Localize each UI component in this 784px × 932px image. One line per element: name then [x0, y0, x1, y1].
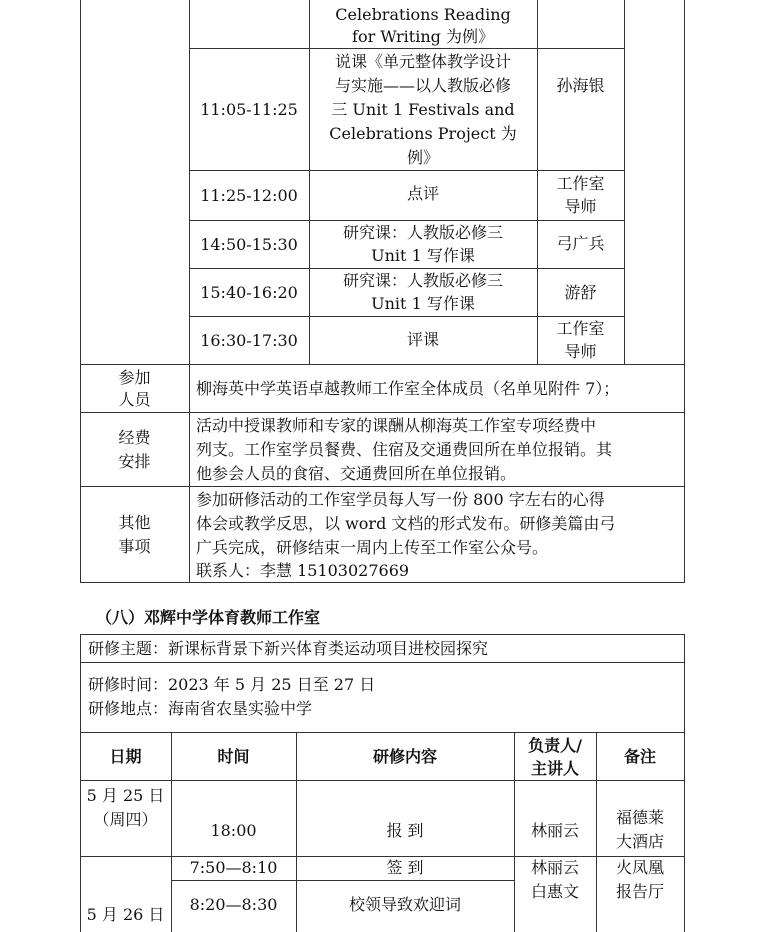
note-cell: 报告厅	[615, 882, 664, 901]
content-line: 三 Unit 1 Festivals and	[331, 100, 515, 119]
header-person: 主讲人	[530, 759, 579, 778]
content-line: 评课	[406, 330, 439, 349]
other-line: 体会或教学反思，以 word 文档的形式发布。研修美篇由弓	[196, 514, 616, 533]
other-line: 广兵完成，研修结束一周内上传至工作室公众号。	[196, 538, 549, 557]
funding-label: 安排	[118, 452, 151, 471]
header-time: 时间	[217, 747, 250, 766]
content-line: 说课《单元整体教学设计	[334, 52, 511, 71]
funding-line: 活动中授课教师和专家的课酬从柳海英工作室专项经费中	[196, 416, 597, 435]
research-place: 研修地点：海南省农垦实验中学	[88, 699, 313, 718]
person-cell: 导师	[564, 197, 597, 216]
time-cell: 8:20—8:30	[189, 895, 278, 914]
time-cell: 14:50-15:30	[200, 235, 298, 254]
person-cell: 弓广兵	[556, 234, 605, 253]
content-line: Unit 1 写作课	[371, 294, 475, 313]
content-line: 研究课：人教版必修三	[342, 271, 503, 290]
research-theme: 研修主题：新课标背景下新兴体育类运动项目进校园探究	[88, 639, 489, 658]
research-time: 研修时间：2023 年 5 月 25 日至 27 日	[88, 675, 376, 694]
content-line: Unit 1 写作课	[371, 246, 475, 265]
content-cell: 签 到	[386, 858, 424, 877]
time-cell: 15:40-16:20	[200, 283, 298, 302]
continuation-line-2: for Writing 为例》	[352, 27, 494, 46]
person-cell: 工作室	[556, 319, 605, 338]
person-cell: 白惠文	[530, 882, 579, 901]
funding-line: 列支。工作室学员餐费、住宿及交通费回所在单位报销。其	[196, 440, 613, 459]
content-line: 例》	[406, 148, 439, 167]
note-cell: 火凤凰	[615, 858, 664, 877]
content-line: 与实施——以人教版必修	[334, 76, 511, 95]
header-person: 负责人/	[528, 736, 582, 755]
contact-line: 联系人：李慧 15103027669	[196, 561, 410, 580]
person-cell: 游舒	[564, 283, 597, 302]
person-cell: 工作室	[556, 174, 605, 193]
time-cell: 7:50—8:10	[189, 858, 278, 877]
funding-line: 他参会人员的食宿、交通费回所在单位报销。	[196, 464, 517, 483]
note-cell: 大酒店	[615, 832, 664, 851]
other-line: 参加研修活动的工作室学员每人写一份 800 字左右的心得	[196, 490, 605, 509]
date-cell: 5 月 25 日	[86, 786, 165, 805]
other-label: 事项	[118, 537, 151, 556]
date-cell: （周四）	[93, 810, 158, 829]
person-cell: 林丽云	[530, 821, 579, 840]
content-line: 研究课：人教版必修三	[342, 223, 503, 242]
content-cell: 校领导致欢迎词	[348, 895, 461, 914]
time-cell: 16:30-17:30	[200, 331, 298, 350]
other-label: 其他	[118, 513, 151, 532]
time-cell: 11:25-12:00	[200, 186, 298, 205]
participants-text: 柳海英中学英语卓越教师工作室全体成员（名单见附件 7）；	[196, 379, 620, 398]
time-cell: 11:05-11:25	[200, 100, 298, 119]
funding-label: 经费	[118, 428, 151, 447]
content-line: 点评	[406, 184, 439, 203]
content-line: Celebrations Project 为	[329, 124, 517, 143]
continuation-line-1: Celebrations Reading	[335, 5, 511, 24]
date-cell: 5 月 26 日	[86, 905, 165, 924]
person-cell: 孙海银	[556, 76, 605, 95]
header-date: 日期	[109, 747, 142, 766]
person-cell: 林丽云	[530, 858, 579, 877]
content-cell: 报 到	[386, 821, 424, 840]
participants-label: 参加	[118, 368, 151, 387]
header-content: 研修内容	[372, 747, 437, 766]
person-cell: 导师	[564, 342, 597, 361]
note-cell: 福德莱	[615, 808, 664, 827]
participants-label: 人员	[118, 390, 151, 409]
time-cell: 18:00	[210, 821, 257, 840]
section-title: （八）邓辉中学体育教师工作室	[96, 608, 321, 627]
header-note: 备注	[623, 747, 656, 766]
